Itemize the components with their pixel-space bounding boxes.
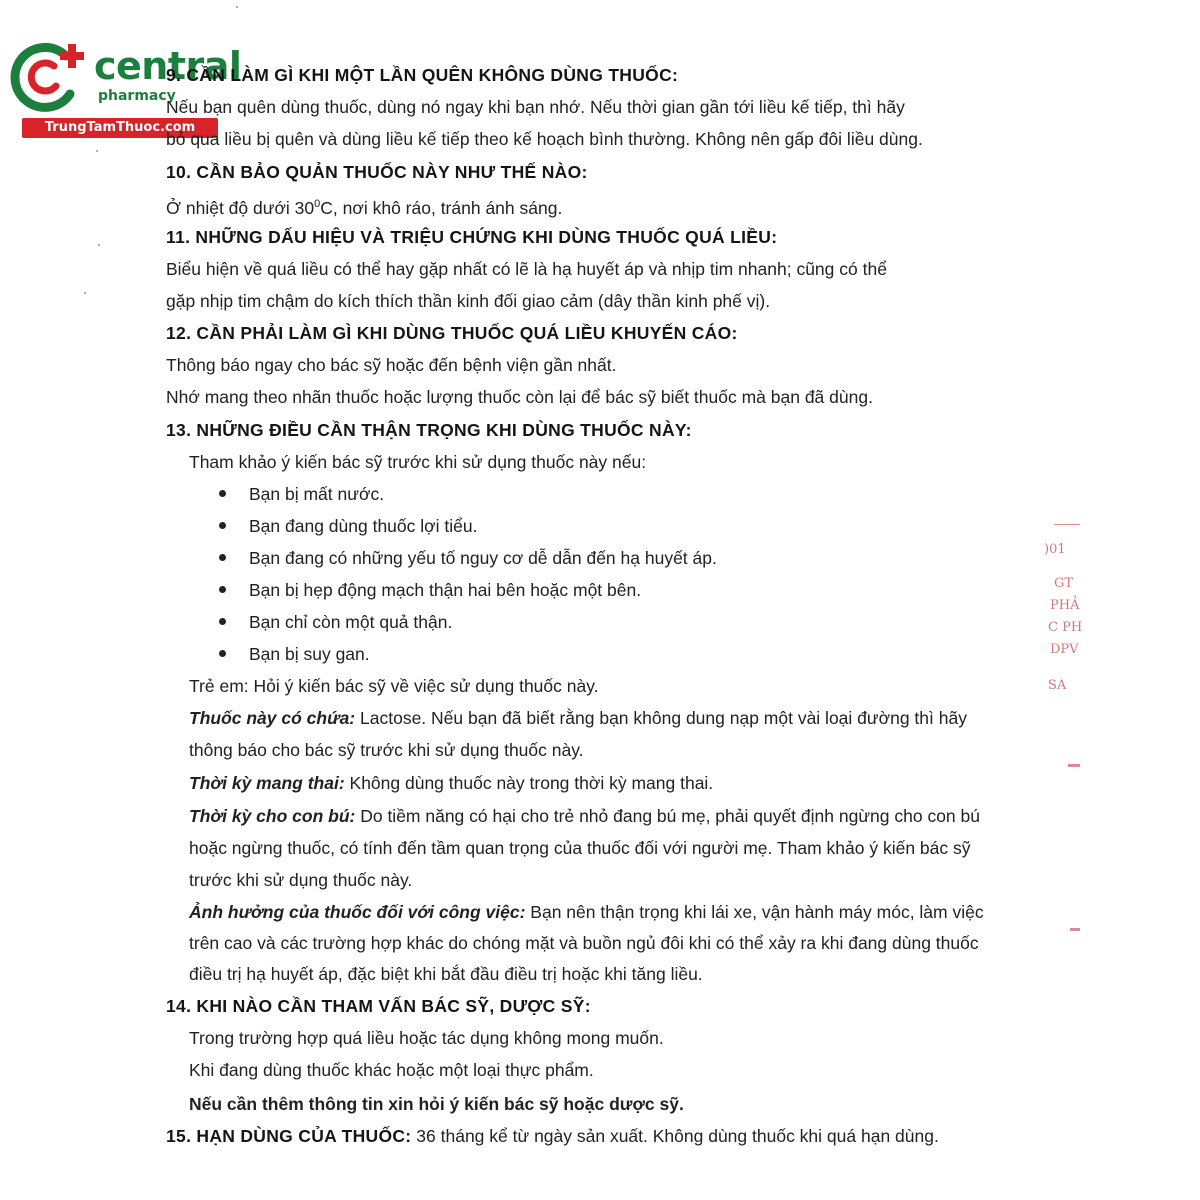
contains-label: Thuốc này có chứa: [189,708,356,728]
work-paragraph [189,901,984,923]
section-12-line-1: Thông báo ngay cho bác sỹ hoặc đến bệnh viện gần nhất. [166,355,617,375]
logo-mark-icon [8,38,98,118]
section-10-text [166,193,562,219]
degree-superscript: 0 [314,198,321,210]
section-13-heading: 13. NHỮNG ĐIỀU CẦN THẬN TRỌNG KHI DÙNG THUỐC NÀY: [166,420,692,440]
section-11-line-2: gặp nhịp tim chậm do kích thích thần kinh đối giao cảm (dây thần kinh phế vị). [166,291,771,311]
logo-name: central [94,44,242,88]
section-9-line-1: Nếu bạn quên dùng thuốc, dùng nó ngay khi bạn nhớ. Nếu thời gian gần tới liều kế tiếp, thì hãy [166,97,905,117]
list-item: Bạn đang có những yếu tố nguy cơ dễ dẫn đến hạ huyết áp. [249,548,717,568]
section-15-text: 36 tháng kể từ ngày sản xuất. Không dùng thuốc khi quá hạn dùng. [411,1126,939,1146]
bullet-dot [219,554,226,561]
contains-line-2: thông báo cho bác sỹ trước khi sử dụng thuốc này. [189,740,584,760]
lactation-text: Do tiềm năng có hại cho trẻ nhỏ đang bú mẹ, phải quyết định ngừng cho con bú [355,806,980,826]
section-11-heading: 11. NHỮNG DẤU HIỆU VÀ TRIỆU CHỨNG KHI DÙNG THUỐC QUÁ LIỀU: [166,227,778,247]
section-11-line-1: Biểu hiện về quá liều có thể hay gặp nhất có lẽ là hạ huyết áp và nhịp tim nhanh; cũng có thể [166,259,887,279]
lactation-paragraph [189,805,980,827]
scan-speck [236,6,238,8]
work-label: Ảnh hưởng của thuốc đối với công việc: [189,902,526,922]
section-14-heading: 14. KHI NÀO CẦN THAM VẤN BÁC SỸ, DƯỢC SỸ: [166,996,591,1016]
central-pharmacy-logo[interactable] [8,38,242,138]
bullet-dot [219,650,226,657]
section-10-heading: 10. CẦN BẢO QUẢN THUỐC NÀY NHƯ THẾ NÀO: [166,162,588,182]
section-15-paragraph [166,1125,939,1147]
section-9-line-2: bỏ qua liều bị quên và dùng liều kế tiếp theo kế hoạch bình thường. Không nên gấp đôi liều dùng. [166,129,923,149]
section-12-heading: 12. CẦN PHẢI LÀM GÌ KHI DÙNG THUỐC QUÁ LIỀU KHUYẾN CÁO: [166,323,738,343]
logo-website-banner[interactable]: TrungTamThuoc.com [22,118,218,138]
stamp-text: DPV [1050,642,1079,657]
section-14-line-3: Nếu cần thêm thông tin xin hỏi ý kiến bác sỹ hoặc dược sỹ. [189,1094,684,1114]
stamp-text: )01 [1044,542,1066,557]
work-text: Bạn nên thận trọng khi lái xe, vận hành máy móc, làm việc [525,902,984,922]
section-15-heading: 15. HẠN DÙNG CỦA THUỐC: [166,1126,412,1146]
pregnancy-text: Không dùng thuốc này trong thời kỳ mang thai. [344,773,714,793]
bullet-dot [219,586,226,593]
logo-subtitle: pharmacy [98,88,176,104]
work-line-3: điều trị hạ huyết áp, đặc biệt khi bắt đầu điều trị hoặc khi tăng liều. [189,964,703,984]
list-item: Bạn đang dùng thuốc lợi tiểu. [249,516,478,536]
section-9-heading: 9. CẦN LÀM GÌ KHI MỘT LẦN QUÊN KHÔNG DÙNG THUỐC: [166,65,679,85]
list-item: Bạn bị hẹp động mạch thận hai bên hoặc một bên. [249,580,642,600]
lactation-label: Thời kỳ cho con bú: [189,806,356,826]
work-line-2: trên cao và các trường hợp khác do chóng mặt và buồn ngủ đôi khi có thể xảy ra khi đang dùng thuốc [189,933,979,953]
stamp-line [1054,524,1080,525]
list-item: Bạn bị suy gan. [249,644,370,664]
section-13-intro: Tham khảo ý kiến bác sỹ trước khi sử dụng thuốc này nếu: [189,452,647,472]
scan-speck [84,292,86,294]
list-item: Bạn bị mất nước. [249,484,385,504]
scan-speck [98,244,100,246]
pregnancy-label: Thời kỳ mang thai: [189,773,345,793]
stamp-text: SA [1048,678,1067,693]
scan-speck [96,150,98,152]
stamp-text: GT [1054,576,1074,591]
bullet-dot [219,522,226,529]
lactation-line-3: trước khi sử dụng thuốc này. [189,870,413,890]
stamp-text: PHẢ [1050,598,1080,613]
storage-text-start: Ở nhiệt độ dưới 30 [166,197,315,218]
list-item: Bạn chỉ còn một quả thận. [249,612,453,632]
stamp-mark [1068,764,1080,767]
bullet-dot [219,618,226,625]
storage-text-end: C, nơi khô ráo, tránh ánh sáng. [320,197,563,218]
contains-text: Lactose. Nếu bạn đã biết rằng bạn không dung nạp một vài loại đường thì hãy [355,708,967,728]
stamp-mark [1070,928,1080,931]
red-stamp-fragment [1044,524,1084,704]
children-note: Trẻ em: Hỏi ý kiến bác sỹ về việc sử dụng thuốc này. [189,676,599,696]
contains-paragraph [189,707,967,729]
bullet-dot [219,490,226,497]
stamp-text: C PH [1048,620,1083,635]
section-14-line-2: Khi đang dùng thuốc khác hoặc một loại thực phẩm. [189,1060,594,1080]
section-14-line-1: Trong trường hợp quá liều hoặc tác dụng không mong muốn. [189,1028,664,1048]
lactation-line-2: hoặc ngừng thuốc, có tính đến tầm quan trọng của thuốc đối với người mẹ. Tham khảo ý kiến bác sỹ [189,838,971,858]
section-12-line-2: Nhớ mang theo nhãn thuốc hoặc lượng thuốc còn lại để bác sỹ biết thuốc mà bạn đã dùng. [166,387,873,407]
pregnancy-paragraph [189,772,713,794]
